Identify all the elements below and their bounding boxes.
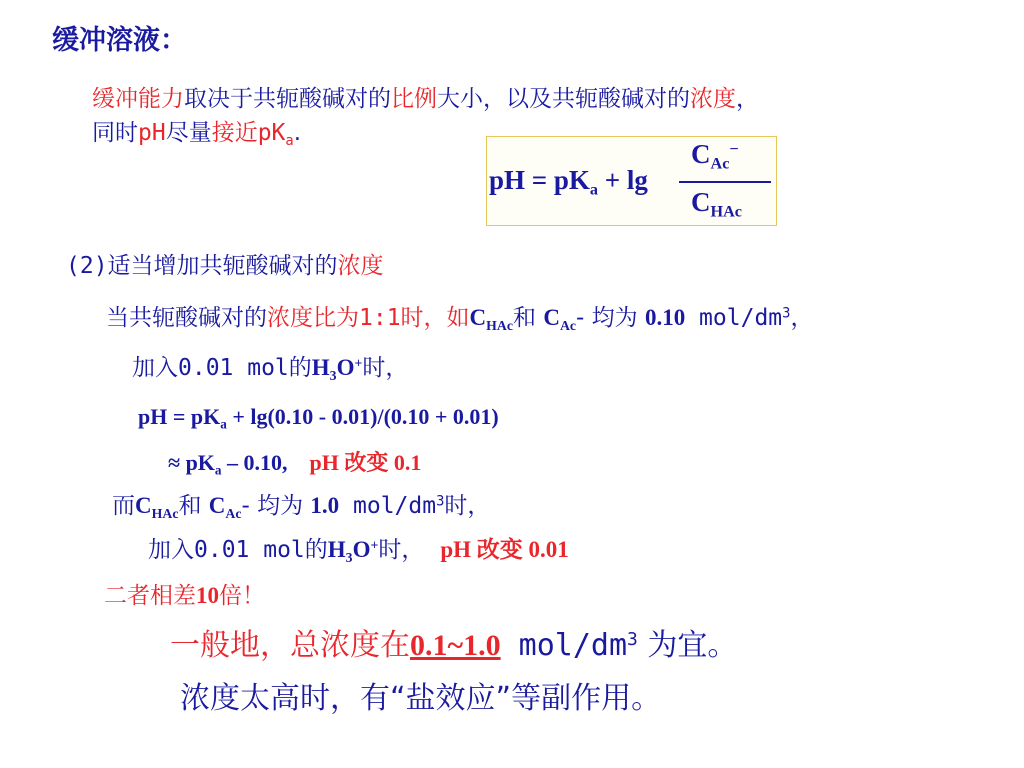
slide-title: 缓冲溶液：: [52, 25, 187, 56]
henderson-equation-box: [486, 136, 777, 226]
intro-text: .: [293, 120, 302, 146]
difference-note: 二者相差10倍！: [104, 583, 265, 609]
intro-text: ，: [736, 86, 759, 112]
intro-text: 取决于共轭酸碱对的: [184, 86, 391, 112]
intro-text: 尽量: [165, 120, 212, 146]
equation-denominator: $C_{HAc}$: [691, 187, 742, 221]
ph-change-001: pH 改变 0.01: [440, 537, 569, 562]
concentration-term: 浓度: [690, 86, 736, 112]
ratio-term: 比例: [391, 86, 437, 112]
section-2-heading: (2)适当增加共轭酸碱对的浓度: [66, 253, 384, 279]
buffer-capacity-term: 缓冲能力: [92, 86, 184, 112]
fraction-bar: [679, 181, 771, 183]
ph-calculation-line: pH = $pK_a + \lg(0.10 - 0.01)/(0.10 + 0.01)$: [138, 404, 499, 432]
conclusion-line-2: 浓度太高时，有“盐效应”等副作用。: [180, 681, 662, 716]
ph-approx-line: ≈ $pK_a - 0.10$, pH 改变 0.1: [168, 450, 422, 478]
pka-term: $pK_a$: [257, 120, 294, 149]
intro-text: 同时: [92, 120, 138, 146]
section-2-line-5: 而$C_{HAc}$和 $C_{Ac}-$ 均为 1.0 mol/$dm^3$时，: [112, 493, 491, 521]
section-2-line-2: 加入0.01 mol的$H_3O^+$时，: [132, 355, 409, 383]
intro-line-2: [92, 120, 301, 148]
section-2-line-1: 当共轭酸碱对的浓度比为1:1时，如$C_{HAc}$和 $C_{Ac}-$ 均为 0.10 mol/$dm^3$，: [106, 305, 814, 333]
conclusion-line-1: 一般地，总浓度在0.1~1.0 mol/$dm^3$ 为宜。: [170, 628, 738, 663]
ph-term: pH: [138, 120, 166, 146]
section-2-line-6: 加入0.01 mol的$H_3O^+$时， pH 改变 0.01: [148, 537, 569, 565]
close-to-term: 接近: [211, 120, 258, 146]
intro-text: 大小，以及共轭酸碱对的: [437, 86, 690, 112]
ph-change-01: pH 改变 0.1: [309, 450, 422, 475]
equation-lhs: pH = $pK_a + \lg$: [489, 165, 648, 199]
equation-numerator: $C_{Ac}^-$: [691, 139, 739, 173]
intro-line-1: [92, 86, 759, 114]
concentration-range: 0.1~1.0: [410, 629, 501, 662]
